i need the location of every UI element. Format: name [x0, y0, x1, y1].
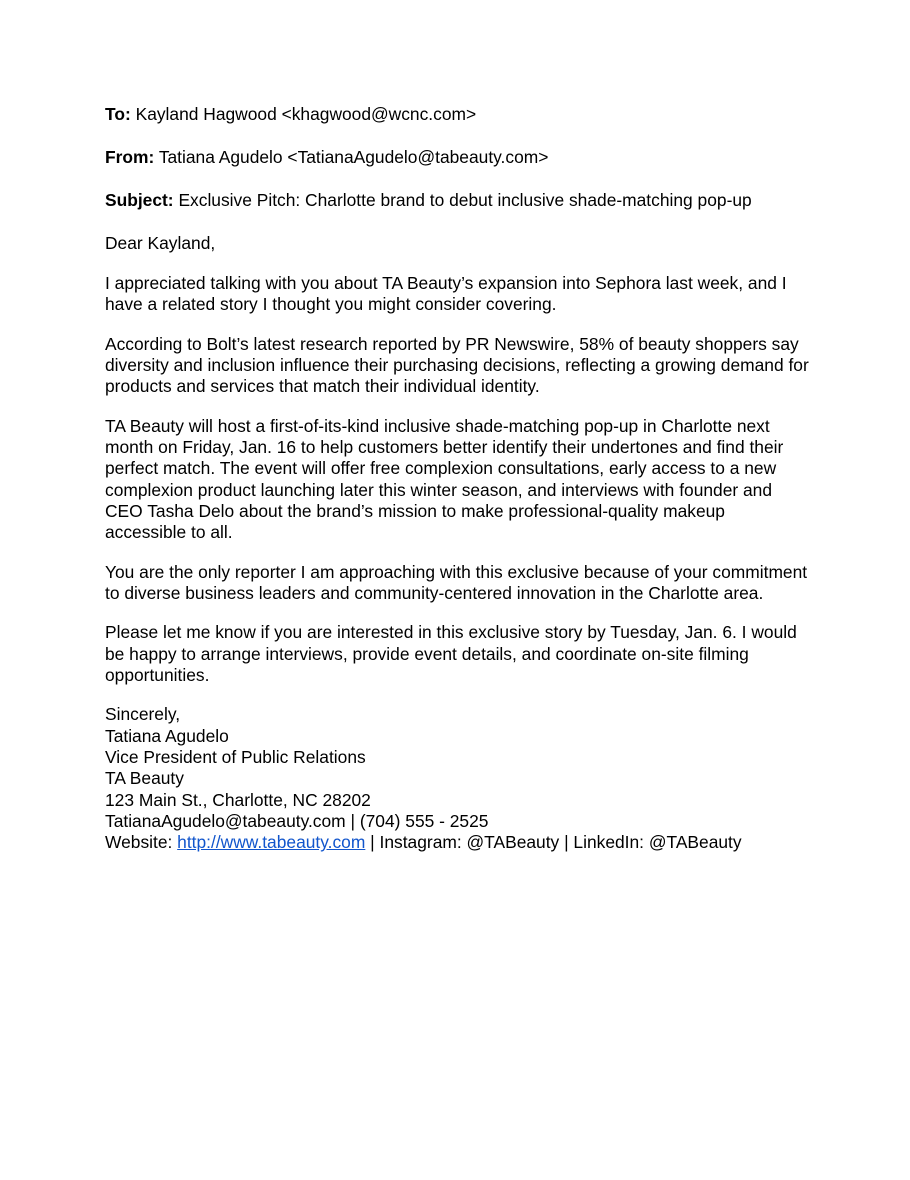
website-link[interactable]: http://www.tabeauty.com	[177, 832, 366, 853]
greeting: Dear Kayland,	[105, 233, 216, 254]
signature-address: 123 Main St., Charlotte, NC 28202	[105, 789, 371, 810]
signature-name: Tatiana Agudelo	[105, 725, 229, 746]
subject-value: Exclusive Pitch: Charlotte brand to debut inclusive shade-matching pop-up	[178, 190, 752, 211]
signature-title: Vice President of Public Relations	[105, 747, 366, 768]
body-paragraph: TA Beauty will host a first-of-its-kind inclusive shade-matching pop-up in Charlotte next month on Friday, Jan. 16 to help customers better identify their undertones and find their perfect match. The event will offer free complexion consultations, early access to a new complexion product launching later this winter season, and interviews with founder and CEO Tasha Delo about the brand’s mission to make professional-quality makeup accessible to all.	[105, 415, 784, 543]
website-label: Website:	[105, 832, 178, 853]
email-document	[105, 104, 810, 854]
signature-contact: TatianaAgudelo@tabeauty.com | (704) 555 - 2525	[105, 810, 489, 831]
from-line	[105, 147, 810, 168]
from-value: Tatiana Agudelo <TatianaAgudelo@tabeauty.com>	[158, 147, 549, 168]
to-value: Kayland Hagwood <khagwood@wcnc.com>	[135, 104, 477, 124]
signature-company: TA Beauty	[105, 768, 184, 789]
to-label: To:	[105, 104, 131, 124]
body-paragraph: According to Bolt’s latest research reported by PR Newswire, 58% of beauty shoppers say diversity and inclusion influence their purchasing decisions, reflecting a growing demand for products and services that match their individual identity.	[105, 333, 809, 397]
signature-closing: Sincerely,	[105, 704, 181, 725]
signature-links	[105, 832, 810, 853]
subject-label: Subject:	[105, 190, 174, 211]
body-paragraph: Please let me know if you are interested in this exclusive story by Tuesday, Jan. 6. I would be happy to arrange interviews, provide event details, and coordinate on-site filming opportunities.	[105, 622, 797, 685]
subject-line	[105, 190, 810, 211]
social-handles: | Instagram: @TABeauty | LinkedIn: @TABeauty	[365, 832, 742, 853]
body-paragraph: You are the only reporter I am approaching with this exclusive because of your commitment to diverse business leaders and community-centered innovation in the Charlotte area.	[105, 561, 808, 603]
from-label: From:	[105, 147, 155, 168]
signature-block	[105, 704, 810, 853]
body-paragraph: I appreciated talking with you about TA Beauty’s expansion into Sephora last week, and I have a related story I thought you might consider covering.	[105, 272, 787, 315]
to-line	[105, 104, 810, 125]
